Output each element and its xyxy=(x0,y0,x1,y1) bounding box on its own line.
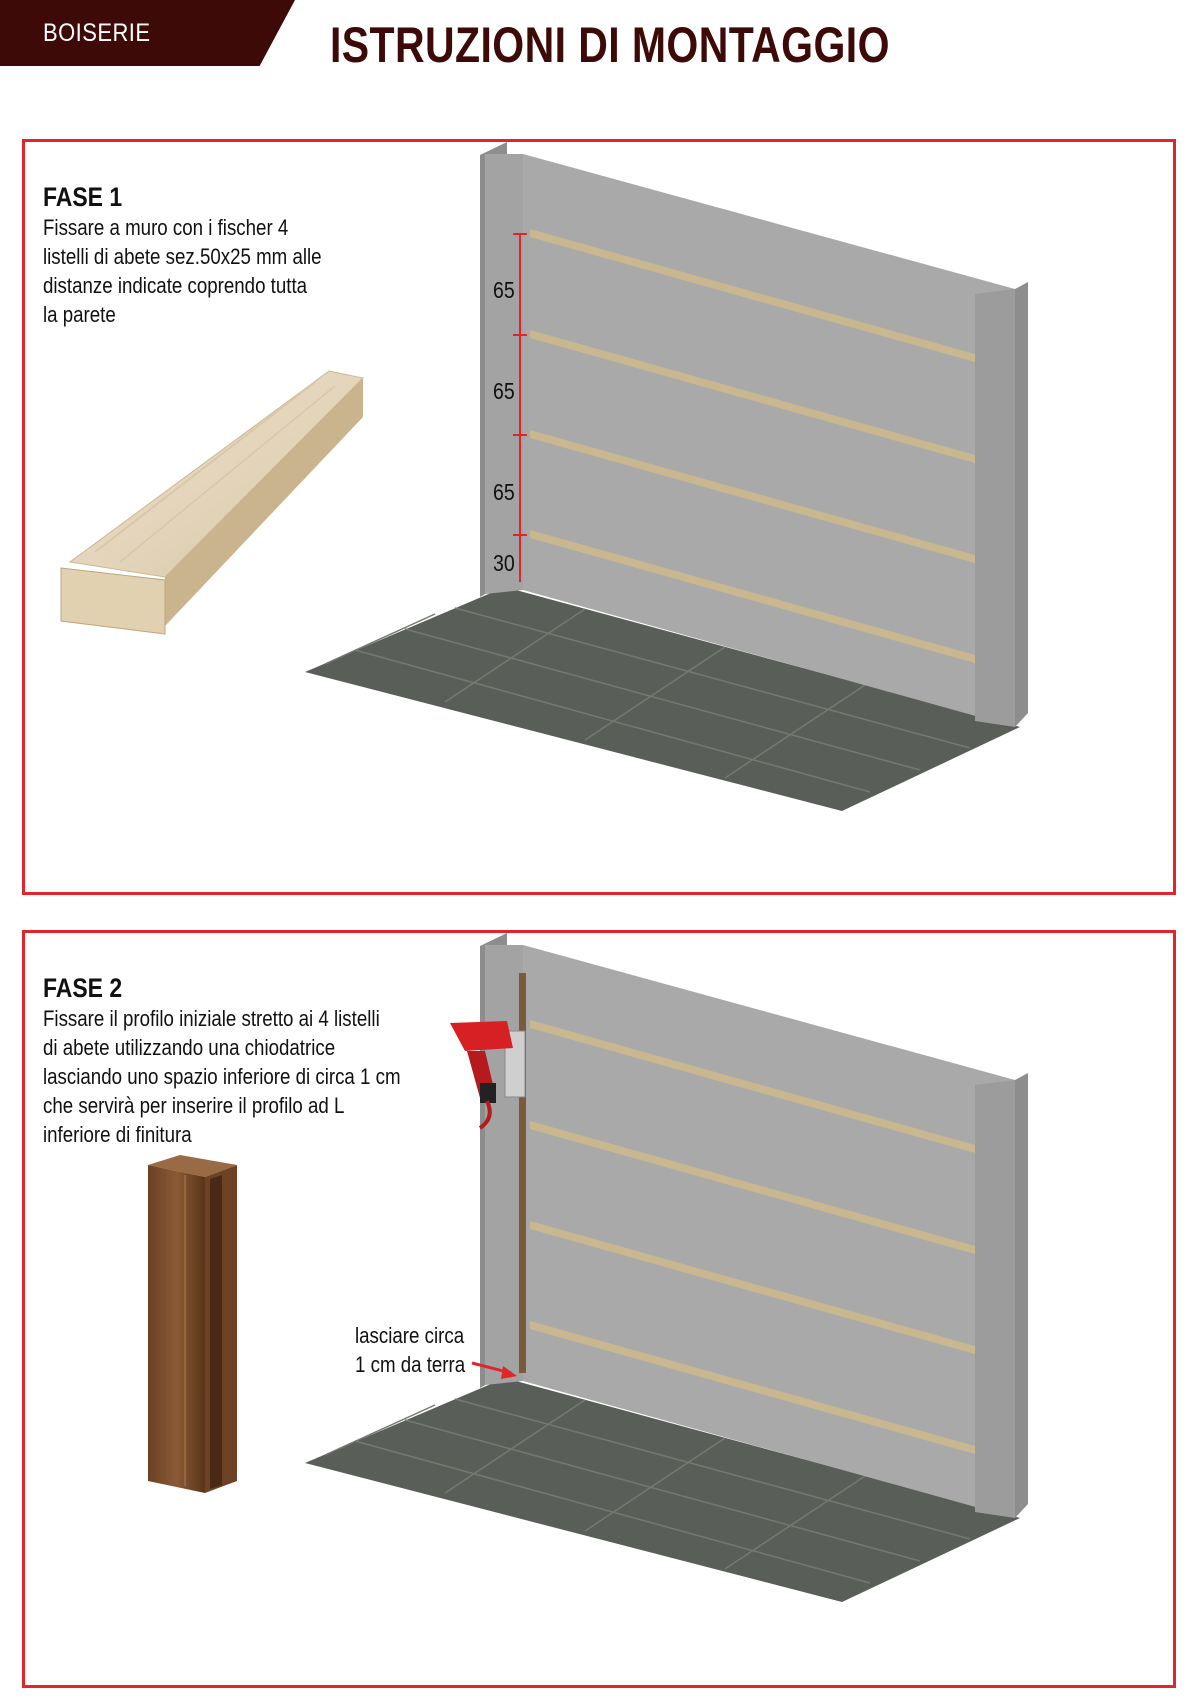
step-2-panel xyxy=(22,930,1176,1688)
gap-note: lasciare circa 1 cm da terra xyxy=(355,1323,466,1377)
step-1-title: FASE 1 xyxy=(43,182,123,212)
category-label: BOISERIE xyxy=(43,19,151,47)
dimension-label: 30 xyxy=(493,550,515,576)
dimension-label: 65 xyxy=(493,378,515,404)
dimension-label: 65 xyxy=(493,277,515,303)
step-1-text: Fissare a muro con i fischer 4 listelli di abete sez.50x25 mm alle distanze indicate coprendo tutta la parete xyxy=(43,215,322,327)
step-2-text: Fissare il profilo iniziale stretto ai 4 listelli di abete utilizzando una chiodatrice lasciando uno spazio inferiore di circa 1 cm che servirà per inserire il profilo ad L inferiore di finitura xyxy=(43,1006,401,1147)
step-2-title: FASE 2 xyxy=(43,973,123,1003)
fir-batten-image xyxy=(61,371,363,634)
dimension-label: 65 xyxy=(493,479,515,505)
initial-profile-image xyxy=(148,1155,237,1493)
page-title: ISTRUZIONI DI MONTAGGIO xyxy=(330,17,890,73)
step-1-panel xyxy=(22,139,1176,895)
